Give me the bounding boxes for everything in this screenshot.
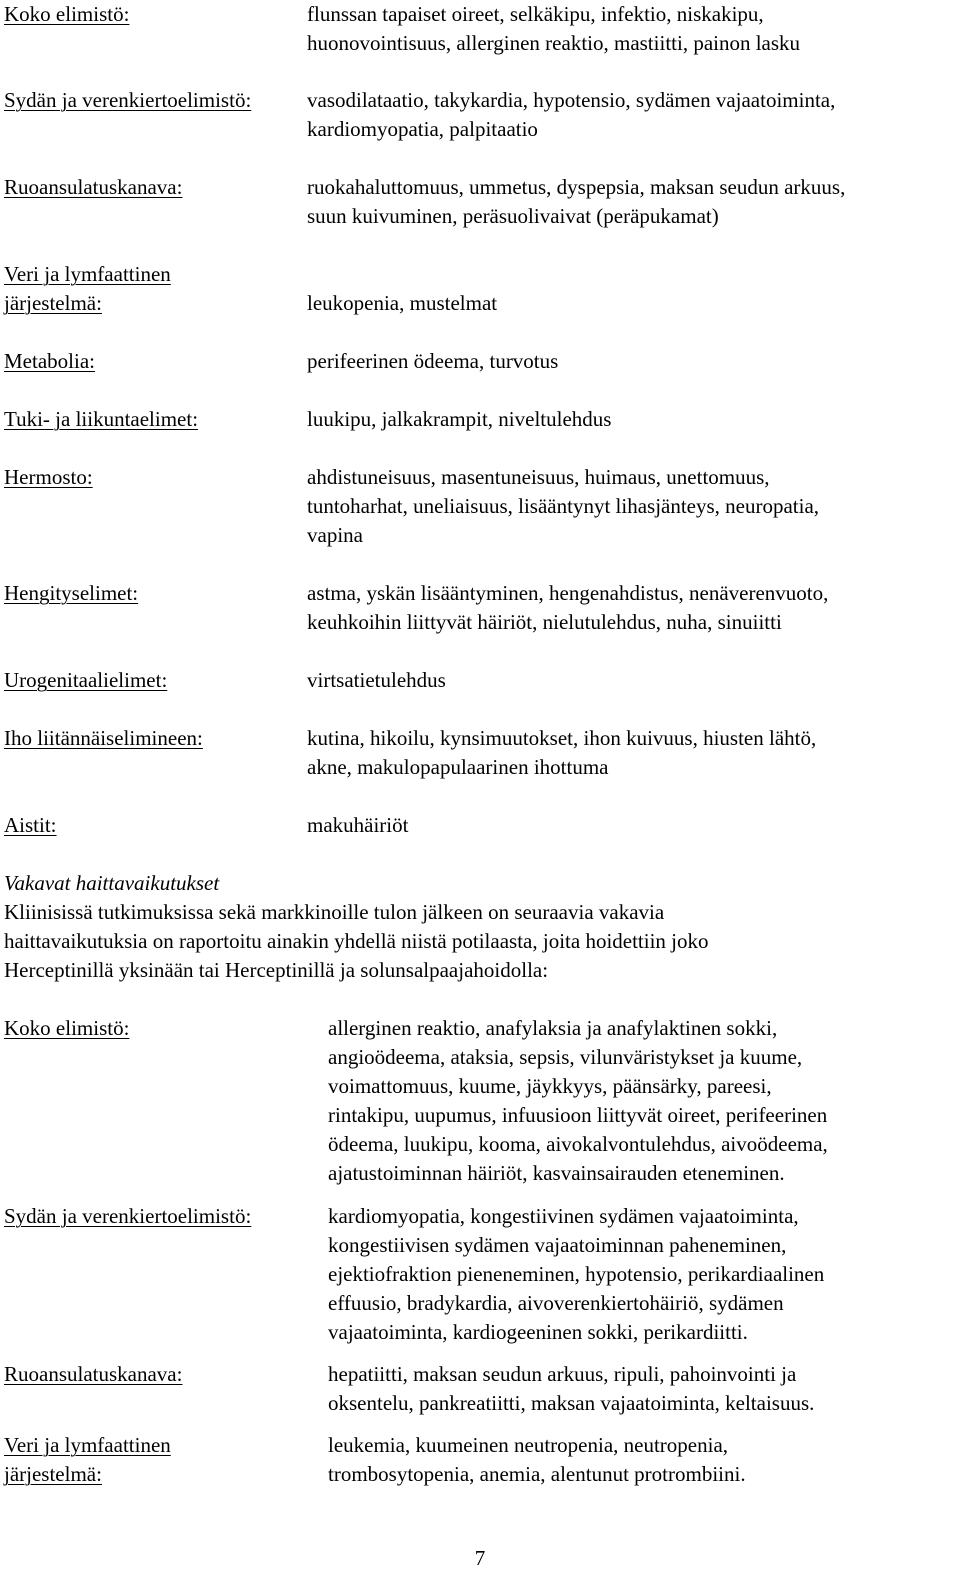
category-label-senses: Aistit: xyxy=(4,813,57,837)
category-text-line: angioödeema, ataksia, sepsis, vilunväristykset ja kuume, xyxy=(328,1045,803,1069)
category-text-line: huonovointisuus, allerginen reaktio, mastiitti, painon lasku xyxy=(307,31,801,55)
category-text-line: perifeerinen ödeema, turvotus xyxy=(307,349,559,373)
category-text-line: vapina xyxy=(307,523,363,547)
category-text-line: vajaatoiminta, kardiogeeninen sokki, perikardiitti. xyxy=(328,1320,748,1344)
category-text-line: kardiomyopatia, kongestiivinen sydämen vajaatoiminta, xyxy=(328,1204,799,1228)
category-label-general: Koko elimistö: xyxy=(4,1016,130,1040)
page-number: 7 xyxy=(474,1546,486,1570)
paragraph-line: haittavaikutuksia on raportoitu ainakin yhdellä niistä potilaasta, joita hoidettiin joko xyxy=(4,929,709,953)
category-label-blood: Veri ja lymfaattinen xyxy=(4,1433,171,1457)
category-label-metabolism: Metabolia: xyxy=(4,349,95,373)
category-label-digestive: Ruoansulatuskanava: xyxy=(4,1362,183,1386)
category-text-line: akne, makulopapulaarinen ihottuma xyxy=(307,755,609,779)
category-text-line: leukemia, kuumeinen neutropenia, neutropenia, xyxy=(328,1433,729,1457)
category-text-line: kutina, hikoilu, kynsimuutokset, ihon kuivuus, hiusten lähtö, xyxy=(307,726,817,750)
category-text-line: keuhkoihin liittyvät häiriöt, nielutulehdus, nuha, sinuiitti xyxy=(307,610,782,634)
category-text-line: flunssan tapaiset oireet, selkäkipu, infektio, niskakipu, xyxy=(307,2,764,26)
category-label-urogenital: Urogenitaalielimet: xyxy=(4,668,168,692)
category-label-musculoskeletal: Tuki- ja liikuntaelimet: xyxy=(4,407,199,431)
category-text-line: virtsatietulehdus xyxy=(307,668,446,692)
category-text-line: leukopenia, mustelmat xyxy=(307,291,498,315)
section-heading: Vakavat haittavaikutukset xyxy=(4,871,220,895)
category-text-line: hepatiitti, maksan seudun arkuus, ripuli, pahoinvointi ja xyxy=(328,1362,797,1386)
paragraph-line: Kliinisissä tutkimuksissa sekä markkinoille tulon jälkeen on seuraavia vakavia xyxy=(4,900,665,924)
category-label-cardiovascular: Sydän ja verenkiertoelimistö: xyxy=(4,88,252,112)
category-text-line: astma, yskän lisääntyminen, hengenahdistus, nenäverenvuoto, xyxy=(307,581,829,605)
category-text-line: ajatustoiminnan häiriöt, kasvainsairauden eteneminen. xyxy=(328,1161,785,1185)
category-label-blood-cont: järjestelmä: xyxy=(4,291,102,315)
category-label-blood: Veri ja lymfaattinen xyxy=(4,262,171,286)
category-text-line: effuusio, bradykardia, aivoverenkiertohäiriö, sydämen xyxy=(328,1291,784,1315)
category-text-line: vasodilataatio, takykardia, hypotensio, sydämen vajaatoiminta, xyxy=(307,88,836,112)
category-text-line: suun kuivuminen, peräsuolivaivat (peräpukamat) xyxy=(307,204,719,228)
category-text-line: ruokahaluttomuus, ummetus, dyspepsia, maksan seudun arkuus, xyxy=(307,175,846,199)
category-text-line: tuntoharhat, uneliaisuus, lisääntynyt lihasjänteys, neuropatia, xyxy=(307,494,820,518)
category-text-line: kongestiivisen sydämen vajaatoiminnan paheneminen, xyxy=(328,1233,787,1257)
category-label-cardiovascular: Sydän ja verenkiertoelimistö: xyxy=(4,1204,252,1228)
category-label-skin: Iho liitännäiselimineen: xyxy=(4,726,203,750)
category-label-general: Koko elimistö: xyxy=(4,2,130,26)
category-text-line: kardiomyopatia, palpitaatio xyxy=(307,117,538,141)
category-text-line: makuhäiriöt xyxy=(307,813,409,837)
category-text-line: rintakipu, uupumus, infuusioon liittyvät oireet, perifeerinen xyxy=(328,1103,828,1127)
category-label-nervous: Hermosto: xyxy=(4,465,93,489)
category-text-line: ahdistuneisuus, masentuneisuus, huimaus, unettomuus, xyxy=(307,465,770,489)
paragraph-line: Herceptinillä yksinään tai Herceptinillä ja solunsalpaajahoidolla: xyxy=(4,958,549,982)
category-label-respiratory: Hengityselimet: xyxy=(4,581,139,605)
category-text-line: oksentelu, pankreatiitti, maksan vajaatoiminta, keltaisuus. xyxy=(328,1391,815,1415)
category-label-blood-cont: järjestelmä: xyxy=(4,1462,102,1486)
category-text-line: ejektiofraktion pieneneminen, hypotensio, perikardiaalinen xyxy=(328,1262,825,1286)
category-text-line: ödeema, luukipu, kooma, aivokalvontulehdus, aivoödeema, xyxy=(328,1132,828,1156)
category-label-digestive: Ruoansulatuskanava: xyxy=(4,175,183,199)
category-text-line: luukipu, jalkakrampit, niveltulehdus xyxy=(307,407,612,431)
category-text-line: allerginen reaktio, anafylaksia ja anafylaktinen sokki, xyxy=(328,1016,778,1040)
category-text-line: voimattomuus, kuume, jäykkyys, päänsärky, pareesi, xyxy=(328,1074,772,1098)
category-text-line: trombosytopenia, anemia, alentunut protrombiini. xyxy=(328,1462,746,1486)
